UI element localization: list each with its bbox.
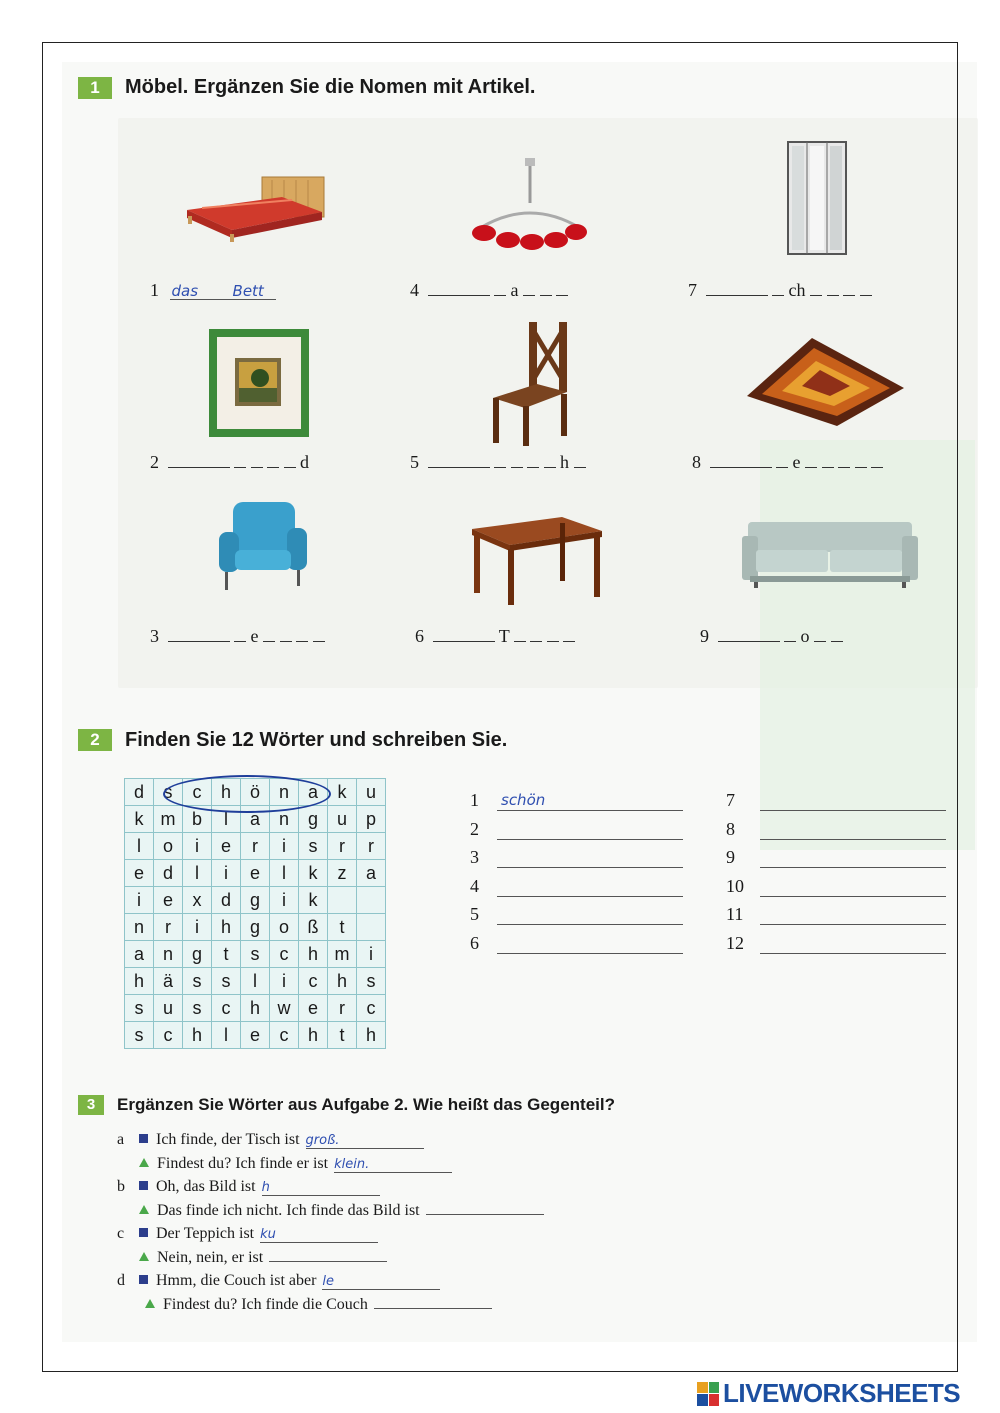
grid-cell[interactable]: s xyxy=(212,968,241,995)
section-3-number: 3 xyxy=(78,1095,104,1115)
grid-cell[interactable]: n xyxy=(125,914,154,941)
grid-cell[interactable]: r xyxy=(357,833,386,860)
grid-cell[interactable]: i xyxy=(125,887,154,914)
line-text: Nein, nein, er ist xyxy=(157,1248,264,1266)
answer-number: 8 xyxy=(726,818,735,839)
line-label: a xyxy=(117,1131,125,1148)
grid-cell[interactable]: u xyxy=(328,806,357,833)
grid-cell[interactable]: u xyxy=(357,779,386,806)
grid-cell[interactable]: p xyxy=(357,806,386,833)
grid-cell[interactable]: i xyxy=(357,941,386,968)
grid-row xyxy=(125,914,386,941)
grid-cell[interactable]: s xyxy=(125,1022,154,1049)
grid-cell[interactable]: t xyxy=(212,941,241,968)
grid-cell[interactable]: s xyxy=(183,968,212,995)
grid-cell[interactable]: i xyxy=(183,833,212,860)
grid-row xyxy=(125,941,386,968)
line-answer-input[interactable]: groß. xyxy=(306,1133,424,1149)
grid-cell[interactable] xyxy=(357,887,386,914)
dialogue-line xyxy=(117,1225,378,1243)
grid-cell[interactable]: k xyxy=(125,806,154,833)
section-2-title: Finden Sie 12 Wörter und schreiben Sie. xyxy=(125,729,508,751)
grid-cell[interactable]: t xyxy=(328,1022,357,1049)
dialogue-line xyxy=(117,1131,424,1149)
item-1-noun-input[interactable]: Bett xyxy=(232,282,264,300)
grid-cell[interactable]: l xyxy=(270,860,299,887)
item-1-underline xyxy=(170,298,276,300)
grid-cell[interactable]: l xyxy=(241,968,270,995)
grid-cell[interactable]: n xyxy=(270,779,299,806)
answer-number: 12 xyxy=(726,932,744,953)
grid-cell[interactable]: g xyxy=(183,941,212,968)
grid-cell[interactable]: s xyxy=(357,968,386,995)
answer-underline xyxy=(760,952,946,954)
bed-icon xyxy=(182,172,330,242)
square-bullet-icon xyxy=(139,1275,148,1284)
answer-underline xyxy=(760,838,946,840)
grid-cell[interactable]: l xyxy=(212,1022,241,1049)
answer-input[interactable]: schön xyxy=(501,791,546,809)
word-search-grid[interactable] xyxy=(124,778,386,1049)
grid-cell[interactable]: ß xyxy=(299,914,328,941)
line-text: Das finde ich nicht. Ich finde das Bild ist xyxy=(157,1201,420,1219)
grid-cell[interactable]: c xyxy=(270,1022,299,1049)
answer-underline xyxy=(497,952,683,954)
grid-cell[interactable]: h xyxy=(212,914,241,941)
grid-cell[interactable]: z xyxy=(328,860,357,887)
line-text: Der Teppich ist xyxy=(156,1225,255,1242)
grid-cell[interactable]: e xyxy=(299,995,328,1022)
square-bullet-icon xyxy=(139,1181,148,1190)
grid-cell[interactable]: a xyxy=(299,779,328,806)
line-text: Findest du? Ich finde die Couch xyxy=(163,1295,368,1313)
grid-cell[interactable]: s xyxy=(125,995,154,1022)
grid-cell[interactable]: i xyxy=(270,833,299,860)
answer-number: 11 xyxy=(726,904,744,924)
grid-cell[interactable]: s xyxy=(241,941,270,968)
grid-cell[interactable]: s xyxy=(154,779,183,806)
item-1: 1 das Bett xyxy=(150,280,264,300)
ceiling-lamp-icon xyxy=(470,158,588,253)
grid-cell[interactable]: h xyxy=(299,941,328,968)
grid-cell[interactable]: k xyxy=(328,779,357,806)
section-3-title: Ergänzen Sie Wörter aus Aufgabe 2. Wie heißt das Gegenteil? xyxy=(117,1095,615,1114)
grid-cell[interactable]: d xyxy=(212,887,241,914)
grid-cell[interactable]: i xyxy=(183,914,212,941)
grid-cell[interactable]: c xyxy=(154,1022,183,1049)
grid-cell[interactable]: h xyxy=(299,1022,328,1049)
grid-cell[interactable] xyxy=(328,887,357,914)
grid-cell[interactable]: h xyxy=(357,1022,386,1049)
grid-cell[interactable]: a xyxy=(357,860,386,887)
grid-cell[interactable] xyxy=(357,914,386,941)
answer-underline xyxy=(760,866,946,868)
grid-cell[interactable]: a xyxy=(125,941,154,968)
grid-row xyxy=(125,860,386,887)
item-1-article-input[interactable]: das xyxy=(171,282,199,300)
grid-cell[interactable]: i xyxy=(212,860,241,887)
answer-number: 3 xyxy=(470,847,479,867)
grid-cell[interactable]: t xyxy=(328,914,357,941)
answer-number: 5 xyxy=(470,904,479,924)
grid-row xyxy=(125,995,386,1022)
grid-cell[interactable]: w xyxy=(270,995,299,1022)
grid-cell[interactable]: i xyxy=(270,887,299,914)
grid-cell[interactable]: o xyxy=(154,833,183,860)
line-answer-input[interactable]: h xyxy=(262,1180,380,1196)
answer-underline xyxy=(497,838,683,840)
grid-cell[interactable]: m xyxy=(154,806,183,833)
answer-number: 9 xyxy=(726,847,735,867)
item-2: 2 d xyxy=(150,452,309,472)
grid-cell[interactable]: g xyxy=(241,887,270,914)
answer-number: 2 xyxy=(470,818,479,839)
answer-underline xyxy=(497,809,683,811)
line-answer-input[interactable] xyxy=(269,1261,387,1262)
grid-cell[interactable]: l xyxy=(183,860,212,887)
item-8: 8 e xyxy=(692,452,883,473)
grid-cell[interactable]: e xyxy=(125,860,154,887)
grid-cell[interactable]: c xyxy=(299,968,328,995)
grid-cell[interactable]: h xyxy=(241,995,270,1022)
line-answer-input[interactable] xyxy=(374,1308,492,1309)
grid-cell[interactable]: k xyxy=(299,860,328,887)
triangle-bullet-icon xyxy=(139,1252,149,1261)
answer-underline xyxy=(497,923,683,925)
item-4: 4 a xyxy=(410,280,568,301)
answer-number: 7 xyxy=(726,790,735,810)
grid-row xyxy=(125,1022,386,1049)
grid-cell[interactable]: d xyxy=(154,860,183,887)
triangle-bullet-icon xyxy=(139,1158,149,1167)
grid-cell[interactable]: l xyxy=(125,833,154,860)
answer-number: 6 xyxy=(470,932,479,953)
grid-cell[interactable]: a xyxy=(241,806,270,833)
grid-cell[interactable]: r xyxy=(241,833,270,860)
chair-icon xyxy=(489,320,571,448)
grid-cell[interactable]: s xyxy=(299,833,328,860)
grid-cell[interactable]: o xyxy=(270,914,299,941)
sofa-icon xyxy=(740,518,920,590)
grid-cell[interactable]: e xyxy=(212,833,241,860)
grid-cell[interactable]: k xyxy=(299,887,328,914)
grid-cell[interactable]: c xyxy=(357,995,386,1022)
answer-underline xyxy=(760,809,946,811)
grid-cell[interactable]: g xyxy=(299,806,328,833)
grid-row xyxy=(125,887,386,914)
rug-icon xyxy=(742,336,907,428)
line-answer-input[interactable] xyxy=(426,1214,544,1215)
grid-cell[interactable]: h xyxy=(183,1022,212,1049)
grid-cell[interactable]: s xyxy=(183,995,212,1022)
square-bullet-icon xyxy=(139,1228,148,1237)
dialogue-line xyxy=(117,1155,452,1173)
item-7: 7 ch xyxy=(688,280,872,301)
section-2-number: 2 xyxy=(78,729,112,751)
grid-cell[interactable]: r xyxy=(328,833,357,860)
line-text: Hmm, die Couch ist aber xyxy=(156,1272,317,1289)
grid-cell[interactable]: ä xyxy=(154,968,183,995)
grid-cell[interactable]: r xyxy=(328,995,357,1022)
grid-cell[interactable]: n xyxy=(154,941,183,968)
line-answer-input[interactable]: le xyxy=(322,1274,440,1290)
line-answer-input[interactable]: ku xyxy=(260,1227,378,1243)
line-label: b xyxy=(117,1178,125,1195)
dialogue-line xyxy=(117,1178,380,1196)
grid-cell[interactable]: h xyxy=(125,968,154,995)
item-3: 3 e xyxy=(150,626,325,647)
dialogue-line xyxy=(117,1249,387,1267)
answer-number: 4 xyxy=(470,875,479,896)
answer-underline xyxy=(497,895,683,897)
grid-cell[interactable]: n xyxy=(270,806,299,833)
grid-cell[interactable]: h xyxy=(328,968,357,995)
section-1-number: 1 xyxy=(78,77,112,99)
logo-mark-icon xyxy=(697,1382,719,1406)
line-label: d xyxy=(117,1272,125,1289)
item-6: 6 T xyxy=(415,626,575,647)
line-text: Ich finde, der Tisch ist xyxy=(156,1131,300,1148)
grid-cell[interactable]: m xyxy=(328,941,357,968)
grid-row xyxy=(125,968,386,995)
grid-cell[interactable]: h xyxy=(212,779,241,806)
grid-cell[interactable]: i xyxy=(270,968,299,995)
dialogue-line xyxy=(117,1272,440,1290)
dialogue-line xyxy=(117,1202,544,1220)
square-bullet-icon xyxy=(139,1134,148,1143)
grid-cell[interactable]: l xyxy=(212,806,241,833)
triangle-bullet-icon xyxy=(145,1299,155,1308)
grid-cell[interactable]: u xyxy=(154,995,183,1022)
armchair-icon xyxy=(215,498,310,593)
line-label: c xyxy=(117,1225,125,1242)
answer-underline xyxy=(497,866,683,868)
grid-cell[interactable]: ö xyxy=(241,779,270,806)
grid-cell[interactable]: c xyxy=(212,995,241,1022)
triangle-bullet-icon xyxy=(139,1205,149,1214)
line-answer-input[interactable]: klein. xyxy=(334,1157,452,1173)
line-text: Findest du? Ich finde er ist xyxy=(157,1154,329,1172)
grid-cell[interactable]: e xyxy=(241,1022,270,1049)
grid-cell[interactable]: c xyxy=(183,779,212,806)
wardrobe-icon xyxy=(786,140,848,258)
picture-frame-icon xyxy=(208,328,310,438)
answer-number: 1 xyxy=(470,790,479,810)
section-1-title: Möbel. Ergänzen Sie die Nomen mit Artikel. xyxy=(125,76,536,98)
logo-text: LIVEWORKSHEETS xyxy=(723,1378,961,1408)
grid-cell[interactable]: g xyxy=(241,914,270,941)
line-text: Oh, das Bild ist xyxy=(156,1178,256,1195)
grid-cell[interactable]: c xyxy=(270,941,299,968)
grid-row xyxy=(125,833,386,860)
grid-cell[interactable]: e xyxy=(241,860,270,887)
liveworksheets-logo xyxy=(697,1378,960,1409)
table-icon xyxy=(470,515,605,607)
circled-word-highlight xyxy=(163,775,331,813)
grid-cell[interactable]: b xyxy=(183,806,212,833)
grid-cell[interactable]: r xyxy=(154,914,183,941)
dialogue-line xyxy=(117,1296,492,1314)
grid-cell[interactable]: x xyxy=(183,887,212,914)
answer-underline xyxy=(760,895,946,897)
answer-underline xyxy=(760,923,946,925)
answer-number: 10 xyxy=(726,875,744,896)
item-9: 9 o xyxy=(700,626,843,647)
grid-cell[interactable]: e xyxy=(154,887,183,914)
grid-cell[interactable]: d xyxy=(125,779,154,806)
item-5: 5 h xyxy=(410,452,586,473)
